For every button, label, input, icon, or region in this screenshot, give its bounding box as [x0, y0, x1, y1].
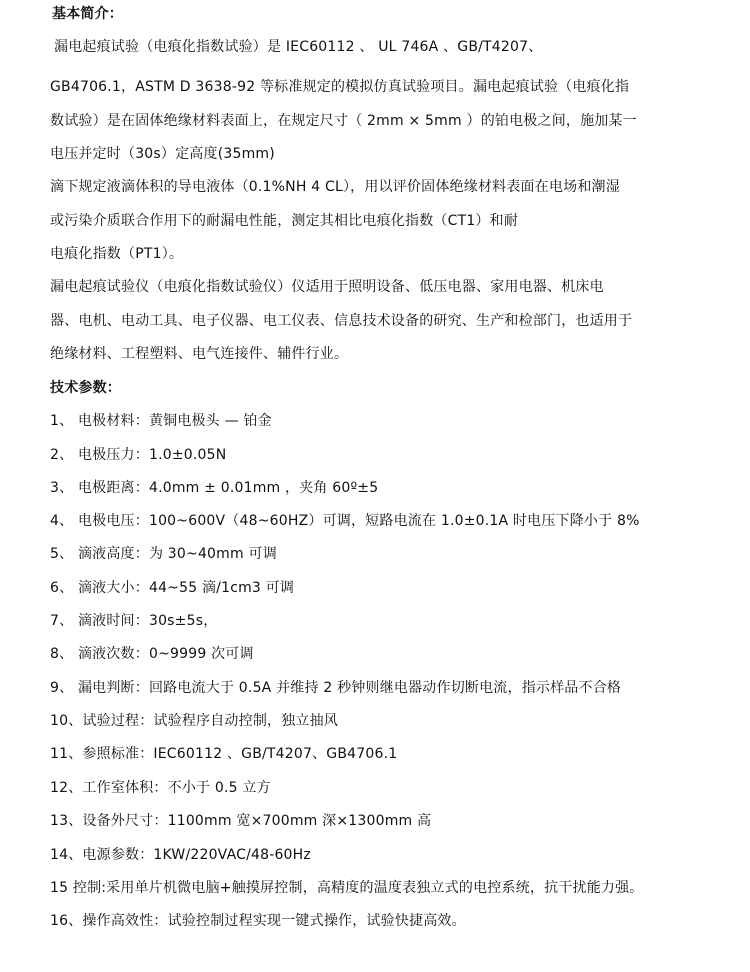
- spec-item: 4、 电极电压：100~600V（48~60HZ）可调，短路电流在 1.0±0.1A 时电压下降小于 8%: [50, 513, 640, 529]
- spec-item: 11、参照标准：IEC60112 、GB/T4207、GB4706.1: [50, 746, 398, 762]
- spec-item: 8、 滴液次数：0~9999 次可调: [50, 646, 254, 662]
- spec-item: 10、试验过程：试验程序自动控制，独立抽风: [50, 713, 339, 729]
- intro-line: 漏电起痕试验仪（电痕化指数试验仪）仪适用于照明设备、低压电器、家用电器、机床电: [50, 279, 604, 295]
- specs-heading: 技术参数：: [50, 380, 121, 396]
- intro-line: 电压并定时（30s）定高度(35mm): [50, 146, 275, 162]
- spec-item: 3、 电极距离：4.0mm ± 0.01mm ，夹角 60º±5: [50, 480, 379, 496]
- intro-line: 器、电机、电动工具、电子仪器、电工仪表、信息技术设备的研究、生产和检部门，也适用于: [50, 313, 633, 329]
- intro-line: 或污染介质联合作用下的耐漏电性能，测定其相比电痕化指数（CT1）和耐: [50, 213, 519, 229]
- intro-line: 滴下规定液滴体积的导电液体（0.1%NH 4 CL），用以评价固体绝缘材料表面在电场和潮湿: [50, 179, 620, 195]
- spec-item: 1、 电极材料：黄铜电极头 — 铂金: [50, 413, 272, 429]
- spec-item: 15 控制:采用单片机微电脑+触摸屏控制，高精度的温度表独立式的电控系统，抗干扰能力强。: [50, 880, 644, 896]
- spec-item: 12、工作室体积：不小于 0.5 立方: [50, 780, 271, 796]
- spec-item: 9、 漏电判断：回路电流大于 0.5A 并维持 2 秒钟则继电器动作切断电流，指示样品不合格: [50, 680, 622, 696]
- spec-item: 5、 滴液高度：为 30~40mm 可调: [50, 546, 277, 562]
- spec-item: 16、操作高效性：试验控制过程实现一键式操作，试验快捷高效。: [50, 913, 466, 929]
- intro-line: GB4706.1，ASTM D 3638-92 等标准规定的模拟仿真试验项目。漏电起痕试验（电痕化指: [50, 79, 630, 95]
- spec-item: 6、 滴液大小：44~55 滴/1cm3 可调: [50, 580, 295, 596]
- spec-item: 13、设备外尺寸：1100mm 宽×700mm 深×1300mm 高: [50, 813, 432, 829]
- spec-item: 7、 滴液时间：30s±5s，: [50, 613, 218, 629]
- spec-item: 2、 电极压力：1.0±0.05N: [50, 447, 227, 463]
- intro-line: 电痕化指数（PT1）。: [50, 246, 184, 262]
- intro-line: 数试验）是在固体绝缘材料表面上，在规定尺寸（ 2mm × 5mm ）的铂电极之间，施加某一: [50, 113, 637, 129]
- intro-line: 绝缘材料、工程塑料、电气连接件、辅件行业。: [50, 346, 349, 362]
- intro-heading: 基本简介：: [52, 6, 123, 22]
- spec-item: 14、电源参数：1KW/220VAC/48-60Hz: [50, 847, 311, 863]
- intro-line: 漏电起痕试验（电痕化指数试验）是 IEC60112 、 UL 746A 、GB/T4207、: [54, 39, 543, 55]
